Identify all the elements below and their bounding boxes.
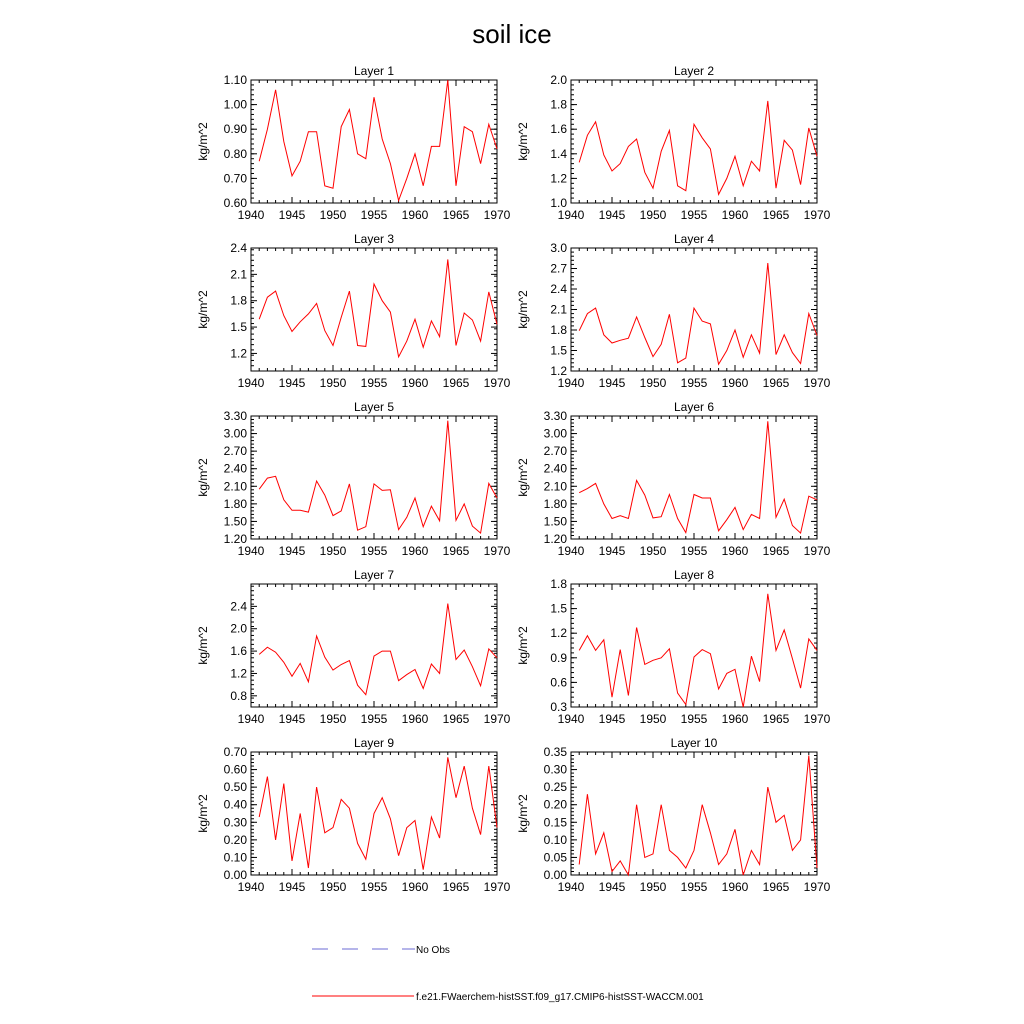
y-tick-label: 0.35: [543, 745, 567, 759]
y-tick-label: 2.10: [543, 479, 567, 494]
y-tick-label: 2.7: [550, 261, 567, 276]
y-tick-label: 1.2: [550, 171, 567, 186]
x-tick-label: 1950: [639, 376, 667, 390]
series-line: [259, 604, 497, 695]
y-tick-label: 2.10: [223, 479, 247, 494]
series-line: [579, 421, 817, 533]
x-tick-label: 1940: [237, 208, 265, 222]
x-tick-label: 1970: [803, 880, 831, 894]
x-tick-label: 1960: [721, 544, 749, 558]
panel-title: Layer 2: [673, 64, 715, 78]
plot-frame: [251, 416, 497, 539]
y-tick-label: 3.30: [223, 409, 247, 423]
panel-layer-4: [516, 232, 831, 390]
x-tick-label: 1955: [360, 880, 388, 894]
y-tick-label: 1.80: [223, 496, 247, 511]
x-tick-label: 1940: [557, 544, 585, 558]
x-tick-label: 1945: [598, 208, 626, 222]
plot-frame: [571, 416, 817, 539]
x-tick-label: 1960: [721, 880, 749, 894]
y-tick-label: 2.70: [543, 444, 567, 459]
y-axis-label: kg/m^2: [516, 122, 530, 161]
x-tick-label: 1970: [483, 544, 511, 558]
x-tick-label: 1970: [483, 376, 511, 390]
y-tick-label: 1.50: [223, 514, 247, 529]
x-tick-label: 1965: [442, 208, 470, 222]
series-line: [579, 756, 817, 876]
x-tick-label: 1945: [278, 208, 306, 222]
y-tick-label: 0.20: [223, 832, 247, 847]
plot-frame: [571, 752, 817, 875]
y-tick-label: 1.20: [543, 532, 567, 546]
y-tick-label: 1.80: [543, 496, 567, 511]
y-tick-label: 0.25: [543, 780, 567, 795]
x-tick-label: 1960: [721, 376, 749, 390]
panel-title: Layer 1: [353, 64, 395, 78]
y-tick-label: 1.8: [550, 323, 567, 337]
y-tick-label: 1.50: [543, 514, 567, 529]
y-tick-label: 0.70: [223, 171, 247, 186]
y-axis-label: kg/m^2: [516, 458, 530, 497]
panel-title: Layer 6: [673, 400, 715, 414]
plot-frame: [571, 80, 817, 203]
panel-title: Layer 10: [670, 736, 718, 750]
figure-title: soil ice: [472, 19, 552, 49]
y-tick-label: 1.10: [223, 73, 247, 87]
y-tick-label: 0.8: [230, 688, 247, 703]
x-tick-label: 1965: [442, 544, 470, 558]
y-tick-label: 2.1: [550, 302, 567, 317]
panel-layer-8: [516, 568, 831, 726]
panel-title: Layer 8: [673, 568, 715, 582]
x-tick-label: 1940: [237, 712, 265, 726]
y-axis-label: kg/m^2: [516, 290, 530, 329]
x-tick-label: 1970: [483, 880, 511, 894]
y-tick-label: 0.3: [550, 700, 567, 714]
x-tick-label: 1965: [442, 880, 470, 894]
x-tick-label: 1945: [598, 712, 626, 726]
y-tick-label: 2.40: [543, 461, 567, 476]
legend-obs-label: No Obs: [416, 945, 450, 956]
x-tick-label: 1955: [680, 880, 708, 894]
y-tick-label: 2.4: [550, 282, 567, 296]
x-tick-label: 1945: [598, 544, 626, 558]
series-line: [259, 80, 497, 201]
y-tick-label: 2.1: [230, 267, 247, 282]
series-line: [259, 421, 497, 533]
x-tick-label: 1955: [360, 376, 388, 390]
y-tick-label: 1.5: [550, 601, 567, 616]
x-tick-label: 1965: [762, 880, 790, 894]
panel-title: Layer 3: [353, 232, 395, 246]
x-tick-label: 1960: [401, 208, 429, 222]
y-tick-label: 1.8: [550, 97, 567, 112]
x-tick-label: 1950: [639, 544, 667, 558]
x-tick-label: 1950: [639, 712, 667, 726]
y-tick-label: 3.00: [543, 426, 567, 441]
series-line: [579, 101, 817, 194]
y-tick-label: 1.2: [550, 626, 567, 641]
y-tick-label: 1.0: [550, 196, 567, 210]
y-tick-label: 3.00: [223, 426, 247, 441]
x-tick-label: 1950: [319, 376, 347, 390]
y-tick-label: 0.20: [543, 797, 567, 812]
x-tick-label: 1960: [401, 544, 429, 558]
y-tick-label: 2.0: [550, 73, 567, 87]
x-tick-label: 1950: [639, 208, 667, 222]
panel-layer-1: [196, 64, 511, 222]
panel-layer-2: [516, 64, 831, 222]
y-tick-label: 1.6: [230, 644, 247, 659]
panel-layer-6: [516, 400, 831, 558]
x-tick-label: 1945: [278, 544, 306, 558]
x-tick-label: 1955: [680, 376, 708, 390]
x-tick-label: 1940: [557, 208, 585, 222]
y-tick-label: 3.30: [543, 409, 567, 423]
x-tick-label: 1955: [360, 544, 388, 558]
y-tick-label: 1.2: [550, 364, 567, 378]
y-tick-label: 0.90: [223, 122, 247, 137]
y-axis-label: kg/m^2: [196, 794, 210, 833]
panel-layer-9: [196, 736, 511, 894]
x-tick-label: 1970: [803, 544, 831, 558]
y-tick-label: 0.40: [223, 797, 247, 812]
panel-title: Layer 9: [353, 736, 395, 750]
x-tick-label: 1970: [803, 712, 831, 726]
x-tick-label: 1970: [803, 376, 831, 390]
x-tick-label: 1950: [319, 544, 347, 558]
y-tick-label: 2.4: [230, 241, 247, 255]
x-tick-label: 1940: [237, 880, 265, 894]
series-line: [259, 757, 497, 869]
y-tick-label: 0.70: [223, 745, 247, 759]
y-tick-label: 0.00: [543, 868, 567, 882]
x-tick-label: 1945: [598, 376, 626, 390]
y-tick-label: 1.6: [550, 122, 567, 137]
panel-title: Layer 7: [353, 568, 395, 582]
y-tick-label: 1.8: [230, 293, 247, 308]
y-tick-label: 0.9: [550, 650, 567, 665]
x-tick-label: 1960: [721, 712, 749, 726]
y-axis-label: kg/m^2: [196, 122, 210, 161]
plot-frame: [251, 248, 497, 371]
series-line: [579, 594, 817, 707]
x-tick-label: 1945: [278, 712, 306, 726]
x-tick-label: 1950: [639, 880, 667, 894]
x-tick-label: 1970: [483, 208, 511, 222]
x-tick-label: 1945: [278, 880, 306, 894]
x-tick-label: 1960: [721, 208, 749, 222]
x-tick-label: 1945: [278, 376, 306, 390]
x-tick-label: 1965: [442, 712, 470, 726]
x-tick-label: 1960: [401, 712, 429, 726]
x-tick-label: 1950: [319, 712, 347, 726]
x-tick-label: 1965: [762, 208, 790, 222]
y-tick-label: 0.05: [543, 850, 567, 865]
series-line: [259, 259, 497, 357]
panel-layer-7: [196, 568, 511, 726]
y-tick-label: 1.5: [230, 320, 247, 335]
y-tick-label: 1.2: [230, 346, 247, 361]
y-tick-label: 1.4: [550, 146, 567, 161]
x-tick-label: 1965: [762, 376, 790, 390]
legend-model-label: f.e21.FWaerchem-histSST.f09_g17.CMIP6-histSST-WACCM.001: [416, 992, 704, 1003]
y-tick-label: 0.15: [543, 815, 567, 830]
x-tick-label: 1955: [360, 712, 388, 726]
y-tick-label: 2.70: [223, 444, 247, 459]
y-axis-label: kg/m^2: [516, 626, 530, 665]
x-tick-label: 1965: [442, 376, 470, 390]
x-tick-label: 1940: [557, 880, 585, 894]
x-tick-label: 1965: [762, 712, 790, 726]
x-tick-label: 1940: [237, 376, 265, 390]
panels-group: [196, 64, 831, 894]
y-axis-label: kg/m^2: [196, 626, 210, 665]
y-axis-label: kg/m^2: [196, 458, 210, 497]
panel-layer-3: [196, 232, 511, 390]
panel-layer-10: [516, 736, 831, 894]
panel-title: Layer 4: [673, 232, 715, 246]
y-tick-label: 0.60: [223, 762, 247, 777]
y-axis-label: kg/m^2: [516, 794, 530, 833]
plot-frame: [571, 584, 817, 707]
y-tick-label: 0.60: [223, 196, 247, 210]
x-tick-label: 1940: [237, 544, 265, 558]
y-tick-label: 0.6: [550, 675, 567, 690]
x-tick-label: 1960: [401, 376, 429, 390]
y-tick-label: 1.2: [230, 666, 247, 681]
y-tick-label: 0.30: [543, 762, 567, 777]
x-tick-label: 1940: [557, 376, 585, 390]
y-tick-label: 0.10: [223, 850, 247, 865]
series-line: [579, 263, 817, 364]
y-tick-label: 0.50: [223, 780, 247, 795]
x-tick-label: 1955: [680, 712, 708, 726]
y-tick-label: 2.40: [223, 461, 247, 476]
x-tick-label: 1965: [762, 544, 790, 558]
x-tick-label: 1970: [483, 712, 511, 726]
x-tick-label: 1955: [680, 544, 708, 558]
y-tick-label: 0.10: [543, 832, 567, 847]
x-tick-label: 1960: [401, 880, 429, 894]
plot-frame: [251, 584, 497, 707]
y-tick-label: 0.00: [223, 868, 247, 882]
panel-layer-5: [196, 400, 511, 558]
panel-title: Layer 5: [353, 400, 395, 414]
y-tick-label: 2.4: [230, 599, 247, 614]
x-tick-label: 1950: [319, 208, 347, 222]
y-axis-label: kg/m^2: [196, 290, 210, 329]
x-tick-label: 1950: [319, 880, 347, 894]
y-tick-label: 3.0: [550, 241, 567, 255]
y-tick-label: 1.8: [550, 577, 567, 591]
y-tick-label: 0.30: [223, 815, 247, 830]
legend: [312, 945, 704, 1003]
y-tick-label: 2.0: [230, 621, 247, 636]
x-tick-label: 1945: [598, 880, 626, 894]
y-tick-label: 1.00: [223, 97, 247, 112]
y-tick-label: 0.80: [223, 146, 247, 161]
y-tick-label: 1.20: [223, 532, 247, 546]
x-tick-label: 1940: [557, 712, 585, 726]
x-tick-label: 1970: [803, 208, 831, 222]
y-tick-label: 1.5: [550, 343, 567, 358]
x-tick-label: 1955: [360, 208, 388, 222]
x-tick-label: 1955: [680, 208, 708, 222]
